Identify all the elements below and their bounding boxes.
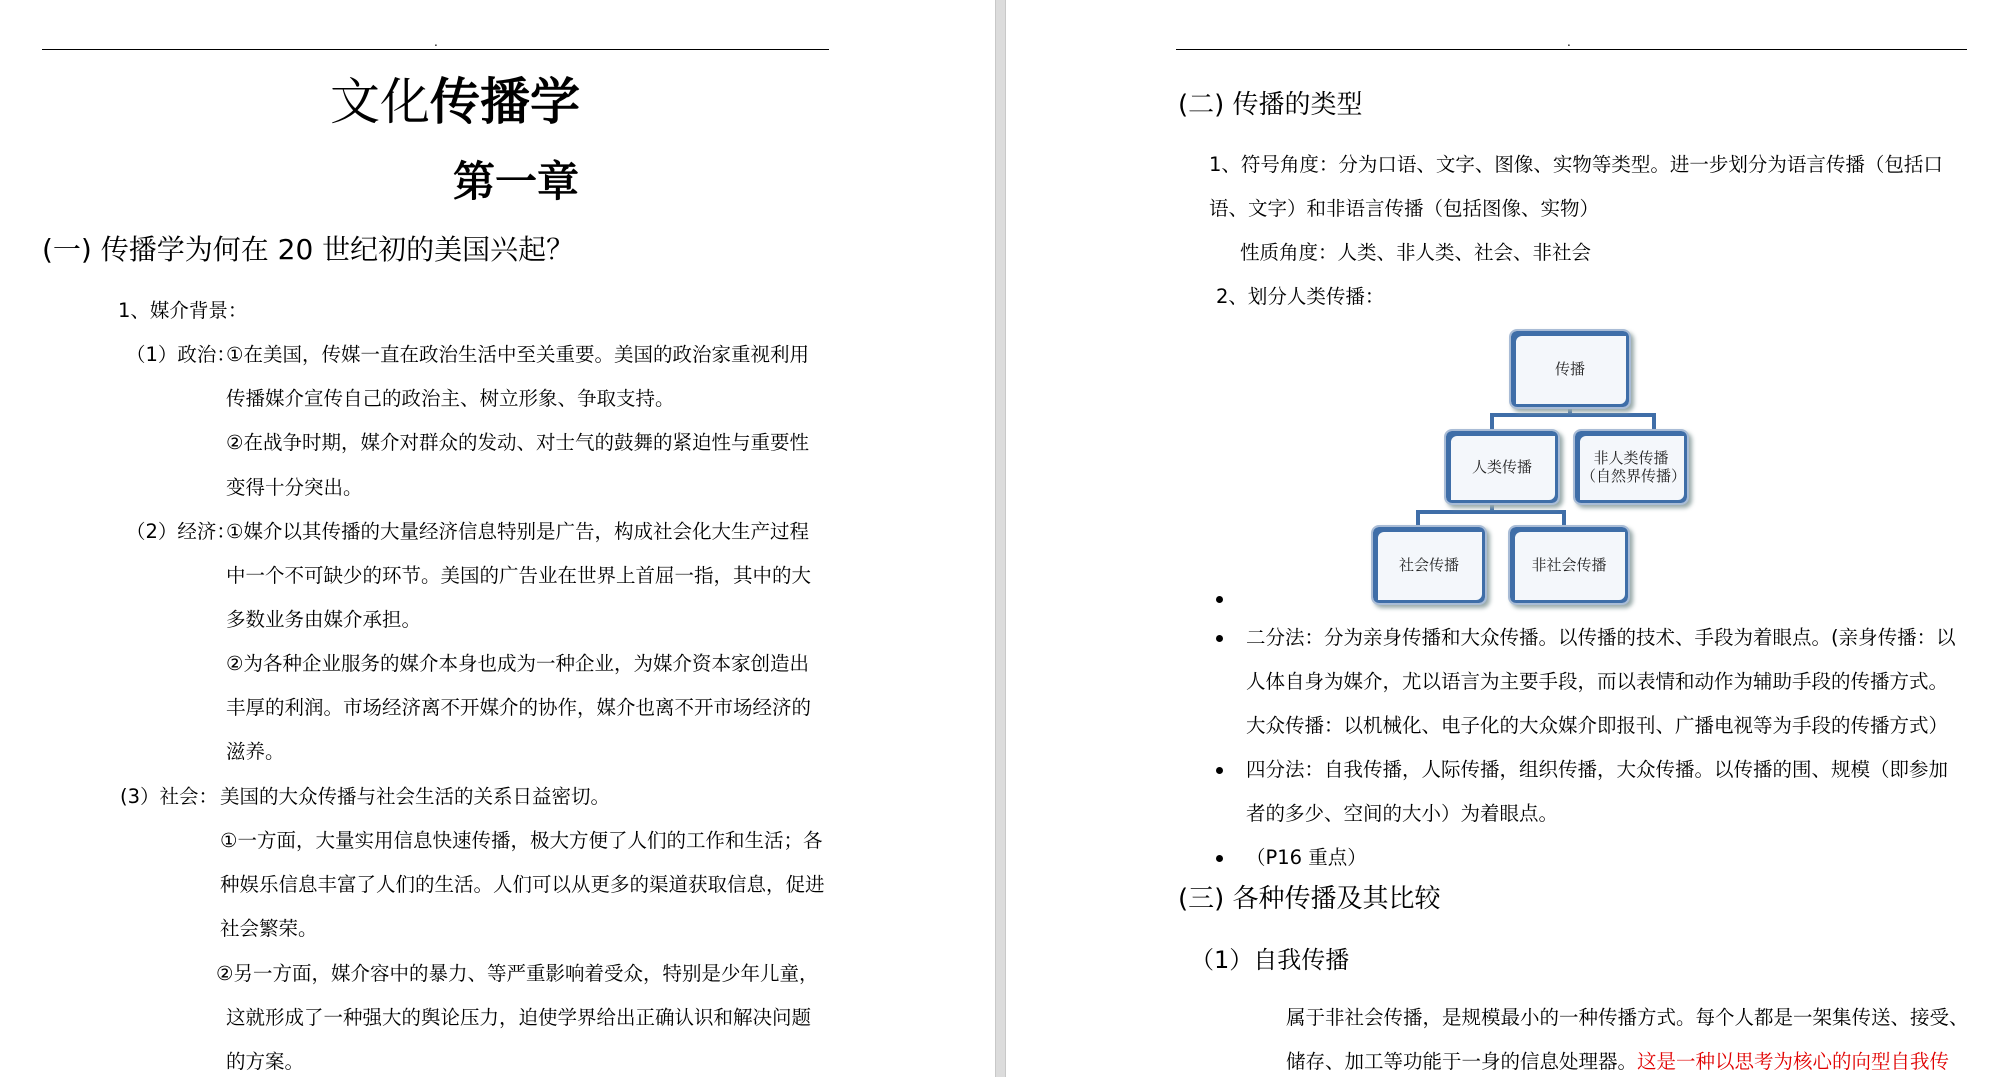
document-page-right (1006, 0, 1995, 1077)
header-mark: . (434, 35, 438, 49)
economy-point-1-line-2: 中一个不可缺少的环节。美国的广告业在世界上首屈一指，其中的大 (226, 564, 812, 587)
media-background-label: 1、媒介背景： (118, 299, 248, 322)
connector (1490, 413, 1656, 417)
society-point-1-line-2: 种娱乐信息丰富了人们的生活。人们可以从更多的渠道获取信息，促进 (220, 873, 825, 896)
header-rule (42, 49, 829, 50)
society-intro: 美国的大众传播与社会生活的关系日益密切。 (220, 785, 611, 808)
economy-point-1-line-3: 多数业务由媒介承担。 (226, 608, 422, 631)
bullet (1216, 767, 1223, 774)
self-communication-line-1: 属于非社会传播，是规模最小的一种传播方式。每个人都是一架集传送、接受、 (1286, 1006, 1969, 1029)
bullet (1216, 855, 1223, 862)
two-division-line-3: 大众传播：以机械化、电子化的大众媒介即报刊、广播电视等为手段的传播方式） (1246, 714, 1949, 737)
four-division-line-1: 四分法：自我传播，人际传播，组织传播，大众传播。以传播的围、规模（即参加 (1246, 758, 1949, 781)
bullet (1216, 596, 1223, 603)
title-bold: 传播学 (430, 73, 580, 131)
politics-point-1-line-1: ①在美国，传媒一直在政治生活中至关重要。美国的政治家重视利用 (226, 343, 809, 366)
document-page-left (0, 0, 995, 1077)
self-line-2-black: 储存、加工等功能于一身的信息处理器。 (1286, 1050, 1638, 1073)
section-heading-1: (一) 传播学为何在 20 世纪初的美国兴起？ (42, 233, 575, 266)
society-point-1-line-3: 社会繁荣。 (220, 917, 318, 940)
bullet (1216, 635, 1223, 642)
nature-angle: 性质角度：人类、非人类、社会、非社会 (1240, 241, 1592, 264)
two-division-line-2: 人体自身为媒介，尤以语言为主要手段，而以表情和动作为辅助手段的传播方式。 (1246, 670, 1949, 693)
self-communication-line-2 (1286, 1050, 1949, 1074)
title-light: 文化 (330, 73, 430, 131)
society-point-2-line-2: 这就形成了一种强大的舆论压力，迫使学界给出正确认识和解决问题 (226, 1006, 812, 1029)
politics-point-2-line-1: ②在战争时期，媒介对群众的发动、对士气的鼓舞的紧迫性与重要性 (226, 431, 809, 454)
economy-point-2-line-3: 滋养。 (226, 740, 285, 763)
politics-label: （1）政治： (126, 343, 236, 366)
document-title (330, 72, 580, 132)
header-mark: . (1567, 35, 1571, 49)
politics-point-1-line-2: 传播媒介宣传自己的政治主、树立形象、争取支持。 (226, 387, 675, 410)
symbol-angle-line-2: 语、文字）和非语言传播（包括图像、实物） (1209, 197, 1600, 220)
economy-point-1-line-1: ①媒介以其传播的大量经济信息特别是广告，构成社会化大生产过程 (226, 520, 809, 543)
society-point-1-line-1: ①一方面，大量实用信息快速传播，极大方便了人们的工作和生活；各 (220, 829, 823, 852)
economy-point-2-line-1: ②为各种企业服务的媒介本身也成为一种企业，为媒介资本家创造出 (226, 652, 809, 675)
chart-node-nonhuman: 非人类传播（自然界传播） (1573, 429, 1689, 505)
society-point-2-line-1: ②另一方面，媒介容中的暴力、等严重影响着受众，特别是少年儿童， (216, 962, 819, 985)
chart-node-human: 人类传播 (1444, 429, 1560, 505)
section-heading-2: (二) 传播的类型 (1178, 90, 1363, 120)
politics-point-2-line-2: 变得十分突出。 (226, 476, 363, 499)
economy-point-2-line-2: 丰厚的利润。市场经济离不开媒介的协作，媒介也离不开市场经济的 (226, 696, 812, 719)
society-label: (3）社会： (120, 785, 219, 808)
symbol-angle-line-1: 1、符号角度：分为口语、文字、图像、实物等类型。进一步划分为语言传播（包括口 (1209, 153, 1943, 176)
subsection-self-communication: （1）自我传播 (1190, 946, 1350, 974)
section-heading-3: (三) 各种传播及其比较 (1178, 884, 1441, 914)
chart-node-root: 传播 (1509, 329, 1631, 409)
chapter-heading: 第一章 (453, 157, 580, 206)
connector (1416, 510, 1566, 514)
human-division-label: 2、划分人类传播： (1216, 285, 1385, 308)
four-division-line-2: 者的多少、空间的大小）为着眼点。 (1246, 802, 1559, 825)
two-division-line-1: 二分法：分为亲身传播和大众传播。以传播的技术、手段为着眼点。(亲身传播：以 (1246, 626, 1956, 649)
chart-node-nonsocial: 非社会传播 (1508, 525, 1630, 605)
self-line-2-red: 这是一种以思考为核心的向型自我传 (1637, 1050, 1950, 1073)
page-gutter (995, 0, 1006, 1077)
economy-label: （2）经济： (126, 520, 236, 543)
p16-note: （P16 重点） (1246, 846, 1367, 869)
society-point-2-line-3: 的方案。 (226, 1050, 305, 1073)
header-rule (1176, 49, 1967, 50)
chart-node-social: 社会传播 (1371, 525, 1487, 605)
